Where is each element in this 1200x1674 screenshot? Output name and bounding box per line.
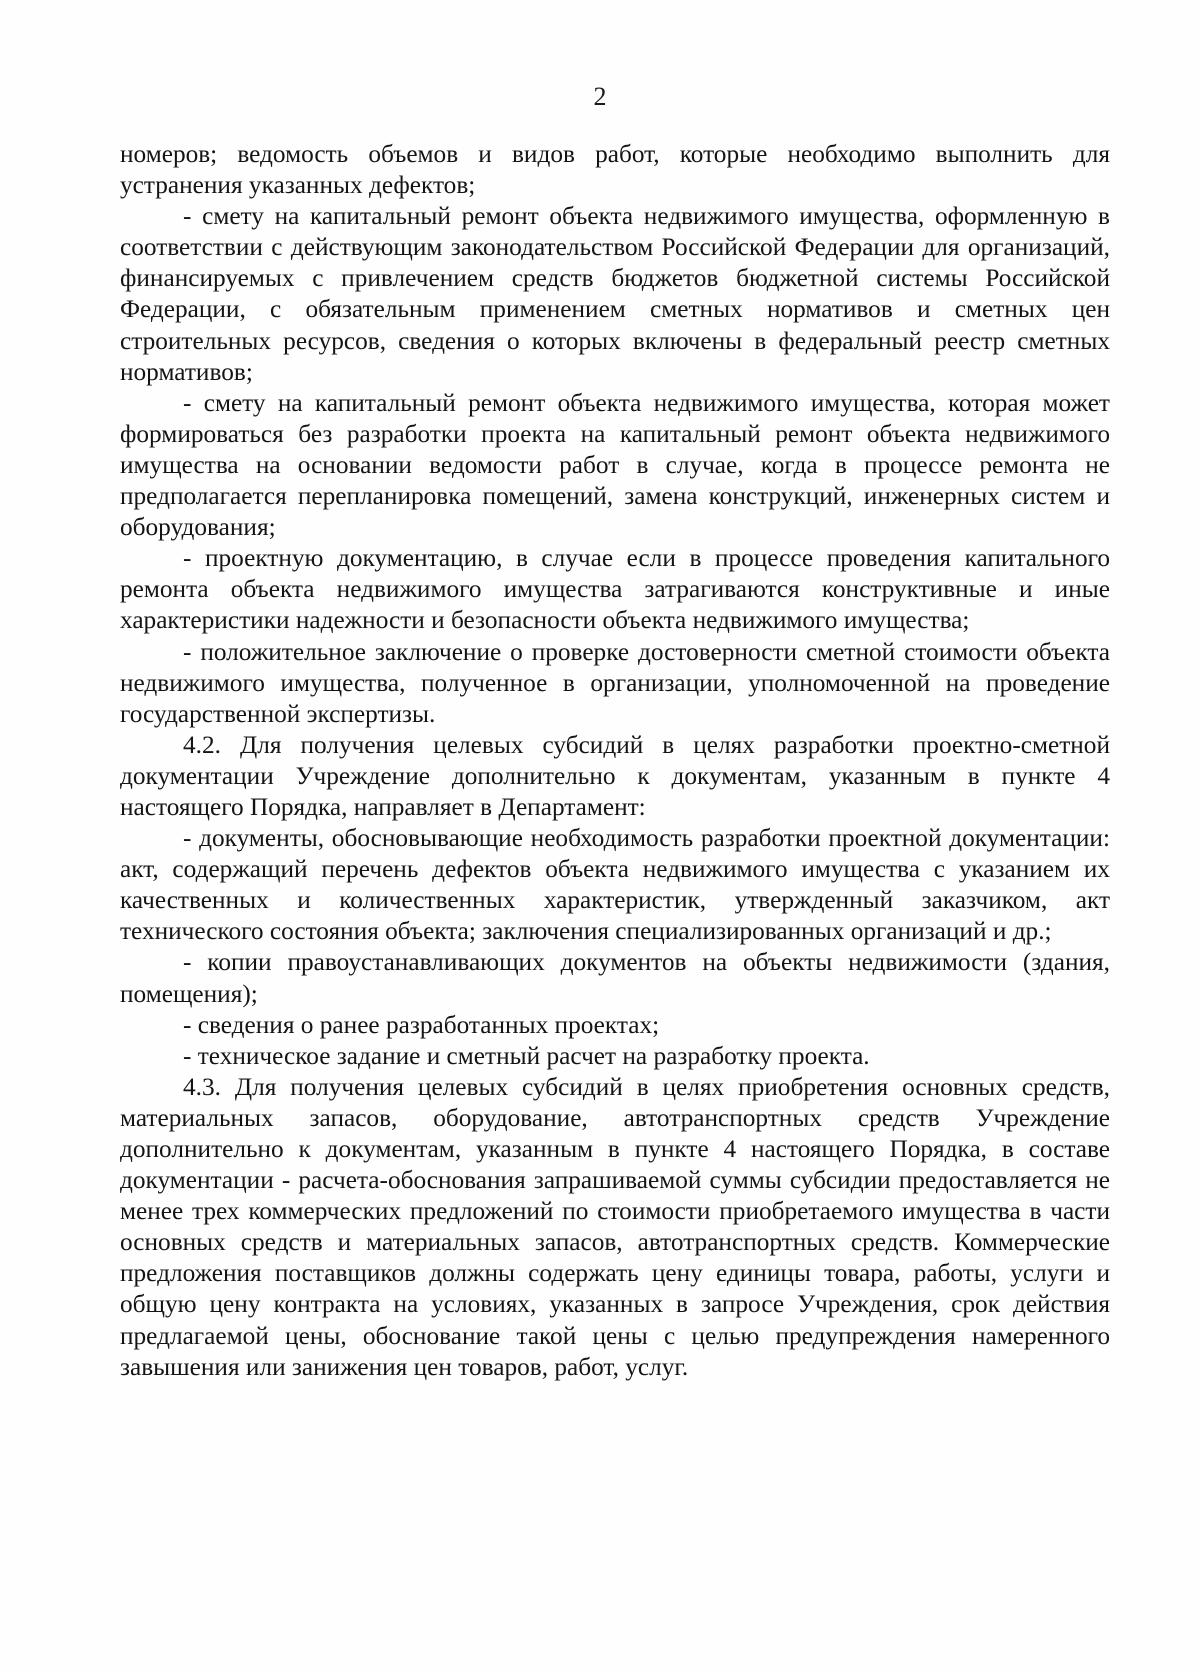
paragraph: 4.3. Для получения целевых субсидий в целях приобретения основных средств, материальных запасов, оборудование, автотранспортных средств Учреждение дополнительно к документам, указанным в пункте 4 настоящего Порядка, в составе документации - расчета-обоснования запрашиваемой суммы субсидии предоставляется не менее трех коммерческих предложений по стоимости приобретаемого имущества в части основных средств и материальных запасов, автотранспортных средств. Коммерческие предложения поставщиков должны содержать цену единицы товара, работы, услуги и общую цену контракта на условиях, указанных в запросе Учреждения, срок действия предлагаемой цены, обоснование такой цены с целью предупреждения намеренного завышения или занижения цен товаров, работ, услуг. bbox=[120, 1072, 1110, 1381]
paragraph: - копии правоустанавливающих документов на объекты недвижимости (здания, помещения); bbox=[120, 948, 1110, 1008]
paragraph: - смету на капитальный ремонт объекта недвижимого имущества, оформленную в соответствии с действующим законодательством Российской Федерации для организаций, финансируемых с привлечением средств бюджетов бюджетной системы Российской Федерации, с обязательным применением сметных нормативов и сметных цен строительных ресурсов, сведения о которых включены в федеральный реестр сметных нормативов; bbox=[120, 202, 1110, 386]
paragraph: - техническое задание и сметный расчет на разработку проекта. bbox=[183, 1041, 870, 1070]
paragraph: - смету на капитальный ремонт объекта недвижимого имущества, которая может формироваться без разработки проекта на капитальный ремонт объекта недвижимого имущества на основании ведомости работ в случае, когда в процессе ремонта не предполагается перепланировка помещений, замена конструкций, инженерных систем и оборудования; bbox=[120, 388, 1110, 542]
page-number: 2 bbox=[593, 82, 607, 111]
paragraph: - положительное заключение о проверке достоверности сметной стоимости объекта недвижимого имущества, полученное в организации, уполномоченной на проведение государственной экспертизы. bbox=[120, 637, 1110, 728]
paragraph: 4.2. Для получения целевых субсидий в целях разработки проектно-сметной документации Учреждение дополнительно к документам, указанным в пункте 4 настоящего Порядка, направляет в Департамент: bbox=[120, 730, 1110, 821]
paragraph: - документы, обосновывающие необходимость разработки проектной документации: акт, содержащий перечень дефектов объекта недвижимого имущества с указанием их качественных и количественных характеристик, утвержденный заказчиком, акт технического состояния объекта; заключения специализированных организаций и др.; bbox=[120, 824, 1110, 946]
paragraph: - проектную документацию, в случае если в процессе проведения капитального ремонта объекта недвижимого имущества затрагиваются конструктивные и иные характеристики надежности и безопасности объекта недвижимого имущества; bbox=[120, 544, 1110, 635]
paragraph: - сведения о ранее разработанных проектах; bbox=[183, 1010, 660, 1039]
document-body bbox=[120, 139, 1110, 1383]
paragraph: номеров; ведомость объемов и видов работ, которые необходимо выполнить для устранения указанных дефектов; bbox=[120, 140, 1110, 200]
